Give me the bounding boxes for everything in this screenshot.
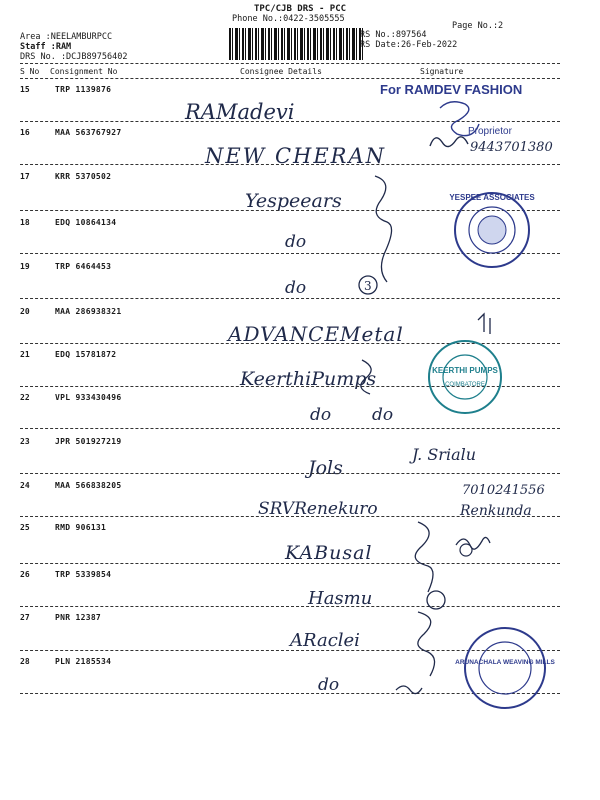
row-sno: 25 <box>20 523 30 532</box>
yespee-stamp <box>449 193 535 267</box>
row-consignment: VPL 933430496 <box>55 393 122 402</box>
row-consignment: PLN 2185534 <box>55 657 112 666</box>
row-consignment: MAA 566838205 <box>55 481 122 490</box>
consignee-handwriting: NEW CHERAN <box>205 144 387 168</box>
number-handwriting: 7010241556 <box>462 483 545 498</box>
col-sno: S No <box>20 67 40 76</box>
row-consignment: KRR 5370502 <box>55 172 112 181</box>
consignee-handwriting: Jols <box>308 457 343 479</box>
rs-number: RS No.:897564 <box>360 30 427 40</box>
row-consignment: TRP 1139876 <box>55 85 112 94</box>
row-sno: 28 <box>20 657 30 666</box>
document-title: TPC/CJB DRS - PCC <box>253 4 347 14</box>
row-consignment: EDQ 15781872 <box>55 350 117 359</box>
col-signature: Signature <box>420 67 464 76</box>
row-sno: 23 <box>20 437 30 446</box>
area-label: Area :NEELAMBURPCC <box>20 32 113 42</box>
row-sno: 18 <box>20 218 30 227</box>
consignee-handwriting: ADVANCEMetal <box>228 322 404 346</box>
consignee-handwriting: do <box>310 405 332 425</box>
row-consignment: EDQ 10864134 <box>55 218 117 227</box>
circled-number: 3 <box>364 279 372 293</box>
phone-number: Phone No.:0422-3505555 <box>232 14 345 24</box>
row-sno: 15 <box>20 85 30 94</box>
row-sno: 26 <box>20 570 30 579</box>
col-consignee: Consignee Details <box>240 67 322 76</box>
keerthi-stamp <box>429 341 501 413</box>
consignee-handwriting: KeerthiPumps <box>240 368 377 390</box>
row-sno: 27 <box>20 613 30 622</box>
staff-label: Staff :RAM <box>20 42 72 52</box>
row-sno: 24 <box>20 481 30 490</box>
arunachala-stamp <box>455 628 555 708</box>
drs-number: DRS No. :DCJB89756402 <box>20 52 128 62</box>
consignee-handwriting: do <box>318 675 340 695</box>
row-sno: 19 <box>20 262 30 271</box>
arunachala-stamp-text: ARUNACHALA WEAVING MILLS <box>455 659 555 666</box>
row-sno: 21 <box>20 350 30 359</box>
phone-handwriting: 9443701380 <box>470 140 553 155</box>
consignee-handwriting: SRVRenekuro <box>258 499 378 519</box>
row-consignment: JPR 501927219 <box>55 437 122 446</box>
row-consignment: MAA 563767927 <box>55 128 122 137</box>
keerthi-stamp-subtext: COIMBATORE <box>445 382 485 388</box>
row-sno: 22 <box>20 393 30 402</box>
name-handwriting: Renkunda <box>460 503 532 519</box>
row-sno: 20 <box>20 307 30 316</box>
rs-date: RS Date:26-Feb-2022 <box>360 40 458 50</box>
row-consignment: MAA 286938321 <box>55 307 122 316</box>
signature-handwriting: do <box>372 405 394 425</box>
keerthi-stamp-text: KEERTHI PUMPS <box>432 366 498 375</box>
page-number: Page No.:2 <box>452 21 504 31</box>
yespee-stamp-text: YESPEE ASSOCIATES <box>449 193 535 202</box>
consignee-handwriting: do <box>285 278 307 298</box>
row-consignment: RMD 906131 <box>55 523 107 532</box>
consignee-handwriting: ARaclei <box>290 630 360 651</box>
row-consignment: PNR 12387 <box>55 613 102 622</box>
consignee-handwriting: do <box>285 232 307 252</box>
row-sno: 17 <box>20 172 30 181</box>
name-handwriting: J. Srialu <box>412 445 477 464</box>
col-consignment: Consignment No <box>50 67 118 76</box>
consignee-handwriting: Hasmu <box>308 588 373 609</box>
row-consignment: TRP 5339854 <box>55 570 112 579</box>
row-consignment: TRP 6464453 <box>55 262 112 271</box>
row-sno: 16 <box>20 128 30 137</box>
consignee-handwriting: RAMadevi <box>185 100 295 124</box>
ramdev-stamp-name: For RAMDEV FASHION <box>380 82 523 97</box>
ramdev-stamp-role: Proprietor <box>468 126 512 137</box>
consignee-handwriting: Yespeears <box>245 190 342 212</box>
consignee-handwriting: KABusal <box>285 542 373 564</box>
